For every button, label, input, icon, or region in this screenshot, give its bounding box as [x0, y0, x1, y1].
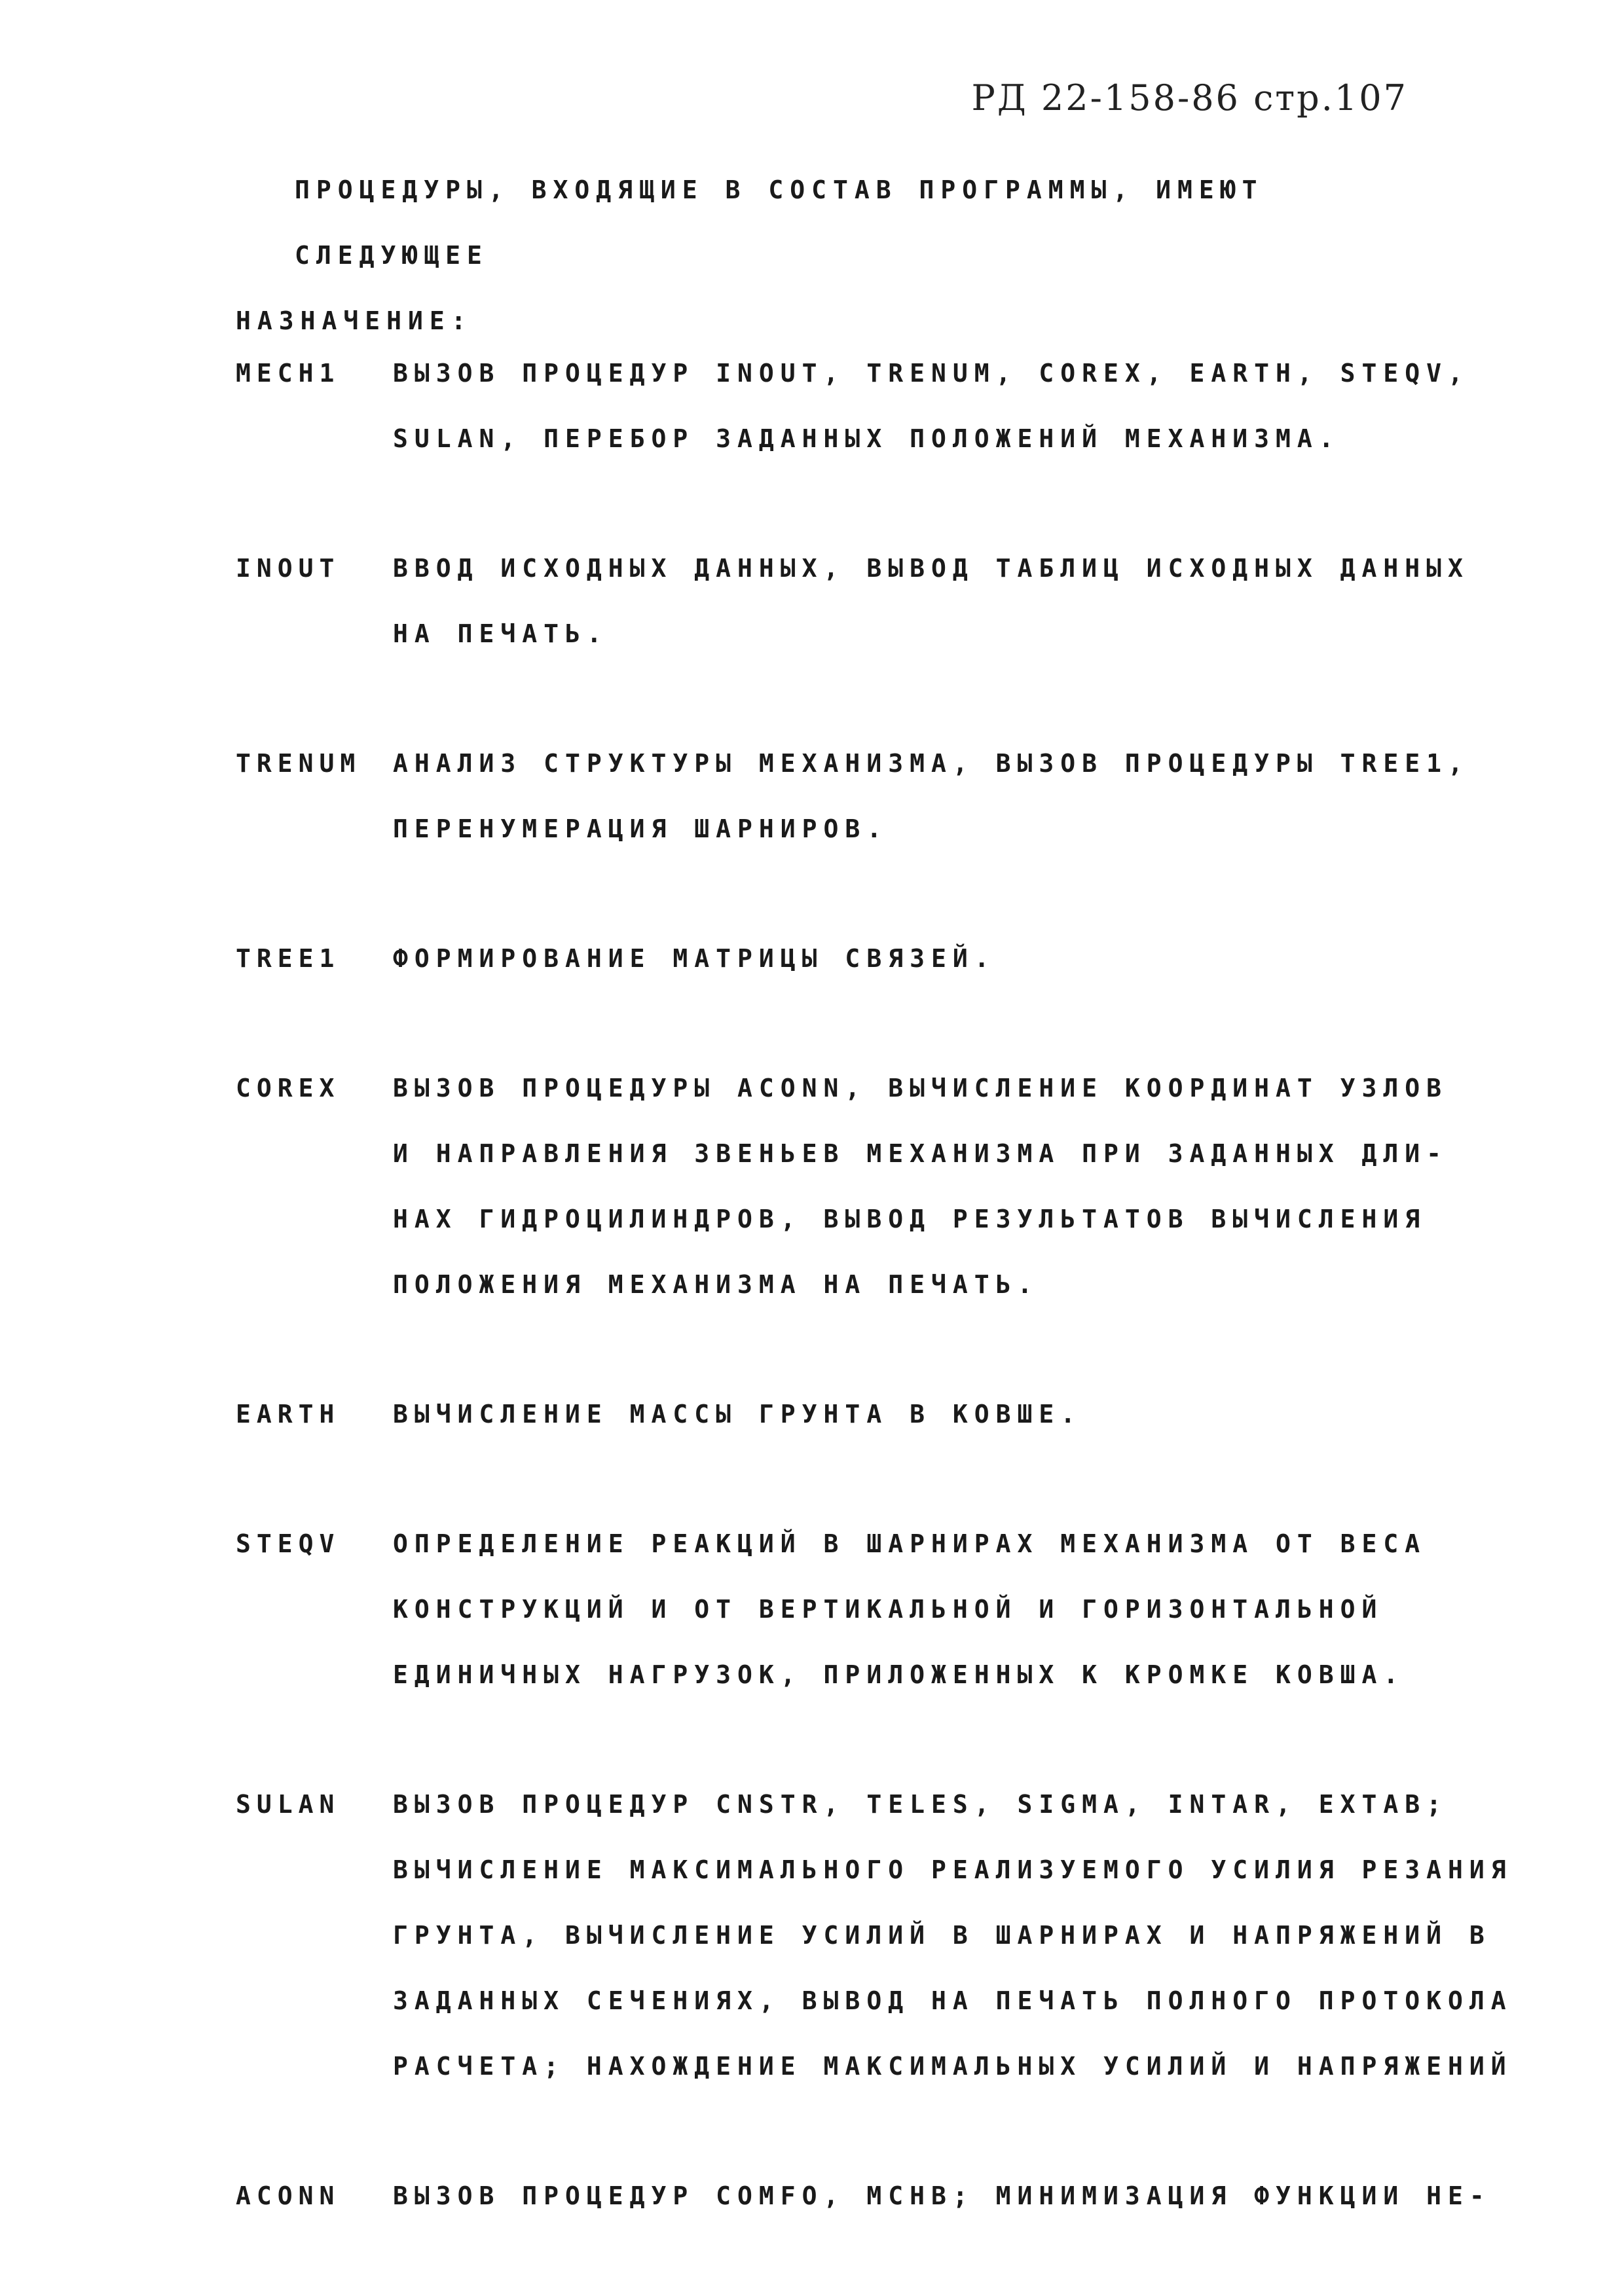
procedure-entry	[236, 2163, 1491, 2229]
description-line: ЗАДАННЫХ СЕЧЕНИЯХ, ВЫВОД НА ПЕЧАТЬ ПОЛНОГО ПРОТОКОЛА	[393, 1986, 1513, 2015]
description-line: НАХ ГИДРОЦИЛИНДРОВ, ВЫВОД РЕЗУЛЬТАТОВ ВЫЧИСЛЕНИЯ	[393, 1205, 1427, 1233]
page-header: РД 22-158-86 стр.107	[971, 77, 1408, 118]
description-line: ВЫЗОВ ПРОЦЕДУРЫ ACONN, ВЫЧИСЛЕНИЕ КООРДИНАТ УЗЛОВ	[393, 1074, 1449, 1102]
description-line: НА ПЕЧАТЬ.	[393, 619, 608, 648]
description-line: ГРУНТА, ВЫЧИСЛЕНИЕ УСИЛИЙ В ШАРНИРАХ И НАПРЯЖЕНИЙ В	[393, 1921, 1491, 1950]
procedure-name: MECH1	[236, 359, 341, 388]
procedure-name: TRENUM	[236, 749, 361, 778]
description-line: ПЕРЕНУМЕРАЦИЯ ШАРНИРОВ.	[393, 814, 889, 843]
description-line: ФОРМИРОВАНИЕ МАТРИЦЫ СВЯЗЕЙ.	[393, 944, 996, 973]
procedure-name: ACONN	[236, 2181, 341, 2210]
procedure-description	[393, 731, 1469, 862]
description-line: ПОЛОЖЕНИЯ МЕХАНИЗМА НА ПЕЧАТЬ.	[393, 1270, 1039, 1299]
procedure-entry	[236, 1381, 1447, 1447]
description-line: SULAN, ПЕРЕБОР ЗАДАННЫХ ПОЛОЖЕНИЙ МЕХАНИЗМА.	[393, 424, 1340, 453]
description-line: ОПРЕДЕЛЕНИЕ РЕАКЦИЙ В ШАРНИРАХ МЕХАНИЗМА ОТ ВЕСА	[393, 1529, 1427, 1558]
description-line: ВЫЧИСЛЕНИЕ МАКСИМАЛЬНОГО РЕАЛИЗУЕМОГО УСИЛИЯ РЕЗАНИЯ	[393, 1855, 1513, 1884]
procedure-entry	[236, 731, 1469, 862]
procedure-name: EARTH	[236, 1400, 341, 1429]
procedure-description	[393, 1381, 1447, 1447]
procedure-description	[393, 536, 1469, 666]
procedure-description	[393, 926, 1447, 991]
procedure-entry	[236, 536, 1469, 666]
description-line: ВЫЧИСЛЕНИЕ МАССЫ ГРУНТА В КОВШЕ.	[393, 1400, 1082, 1429]
procedure-name: COREX	[236, 1074, 341, 1102]
procedure-name: SULAN	[236, 1790, 341, 1819]
procedure-description	[393, 1511, 1447, 1707]
description-line: КОНСТРУКЦИЙ И ОТ ВЕРТИКАЛЬНОЙ И ГОРИЗОНТАЛЬНОЙ	[393, 1595, 1384, 1624]
description-line: И НАПРАВЛЕНИЯ ЗВЕНЬЕВ МЕХАНИЗМА ПРИ ЗАДАННЫХ ДЛИ-	[393, 1139, 1449, 1168]
procedure-entry	[236, 1055, 1447, 1317]
intro-line: ПРОЦЕДУРЫ, ВХОДЯЩИЕ В СОСТАВ ПРОГРАММЫ, ИМЕЮТ СЛЕДУЮЩЕЕ	[295, 175, 1264, 270]
procedure-entry	[236, 1511, 1447, 1707]
procedure-entry	[236, 340, 1469, 471]
description-line: ВЫЗОВ ПРОЦЕДУР INOUT, TRENUM, COREX, EARTH, STEQV,	[393, 359, 1469, 388]
description-line: ВЫЗОВ ПРОЦЕДУР CNSTR, TELES, SIGMA, INTAR, EXTAB;	[393, 1790, 1449, 1819]
procedure-name: INOUT	[236, 554, 341, 583]
procedure-name: STEQV	[236, 1529, 341, 1558]
intro-paragraph	[236, 157, 1414, 354]
description-line: ЕДИНИЧНЫХ НАГРУЗОК, ПРИЛОЖЕННЫХ К КРОМКЕ КОВША.	[393, 1660, 1405, 1689]
procedure-entry	[236, 926, 1447, 991]
procedure-description	[393, 340, 1469, 471]
procedure-description	[393, 2163, 1491, 2229]
procedure-list	[236, 340, 1513, 2293]
description-line: РАСЧЕТА; НАХОЖДЕНИЕ МАКСИМАЛЬНЫХ УСИЛИЙ И НАПРЯЖЕНИЙ	[393, 2052, 1513, 2081]
description-line: АНАЛИЗ СТРУКТУРЫ МЕХАНИЗМА, ВЫЗОВ ПРОЦЕДУРЫ TREE1,	[393, 749, 1469, 778]
description-line: ВВОД ИСХОДНЫХ ДАННЫХ, ВЫВОД ТАБЛИЦ ИСХОДНЫХ ДАННЫХ	[393, 554, 1469, 583]
intro-line: НАЗНАЧЕНИЕ:	[236, 306, 473, 335]
description-line: ВЫЗОВ ПРОЦЕДУР COMFO, MCHB; МИНИМИЗАЦИЯ ФУНКЦИИ НЕ-	[393, 2181, 1491, 2210]
procedure-entry	[236, 1772, 1513, 2099]
procedure-description	[393, 1055, 1448, 1317]
procedure-name: TREE1	[236, 944, 341, 973]
procedure-description	[393, 1772, 1513, 2099]
